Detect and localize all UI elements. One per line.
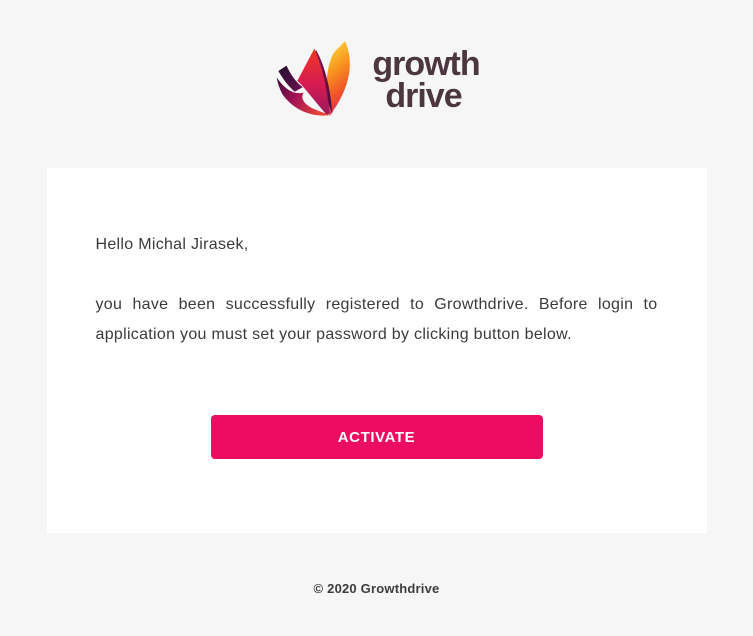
button-row	[96, 415, 658, 459]
activate-button[interactable]: ACTIVATE	[211, 415, 543, 459]
logo-header	[0, 0, 753, 168]
brand-wordmark-line1: growth	[372, 45, 480, 83]
copyright-text: © 2020 Growthdrive	[313, 581, 440, 596]
brand-wordmark	[372, 45, 480, 115]
email-card	[47, 168, 707, 533]
growthdrive-wave-icon	[273, 38, 363, 122]
growthdrive-logo	[273, 38, 479, 122]
brand-wordmark-line2: drive	[385, 77, 462, 115]
body-text: you have been successfully registered to Growthdrive. Before login to application you must set your password by clicking button below.	[95, 296, 658, 343]
greeting-text: Hello Michal Jirasek,	[95, 236, 249, 253]
